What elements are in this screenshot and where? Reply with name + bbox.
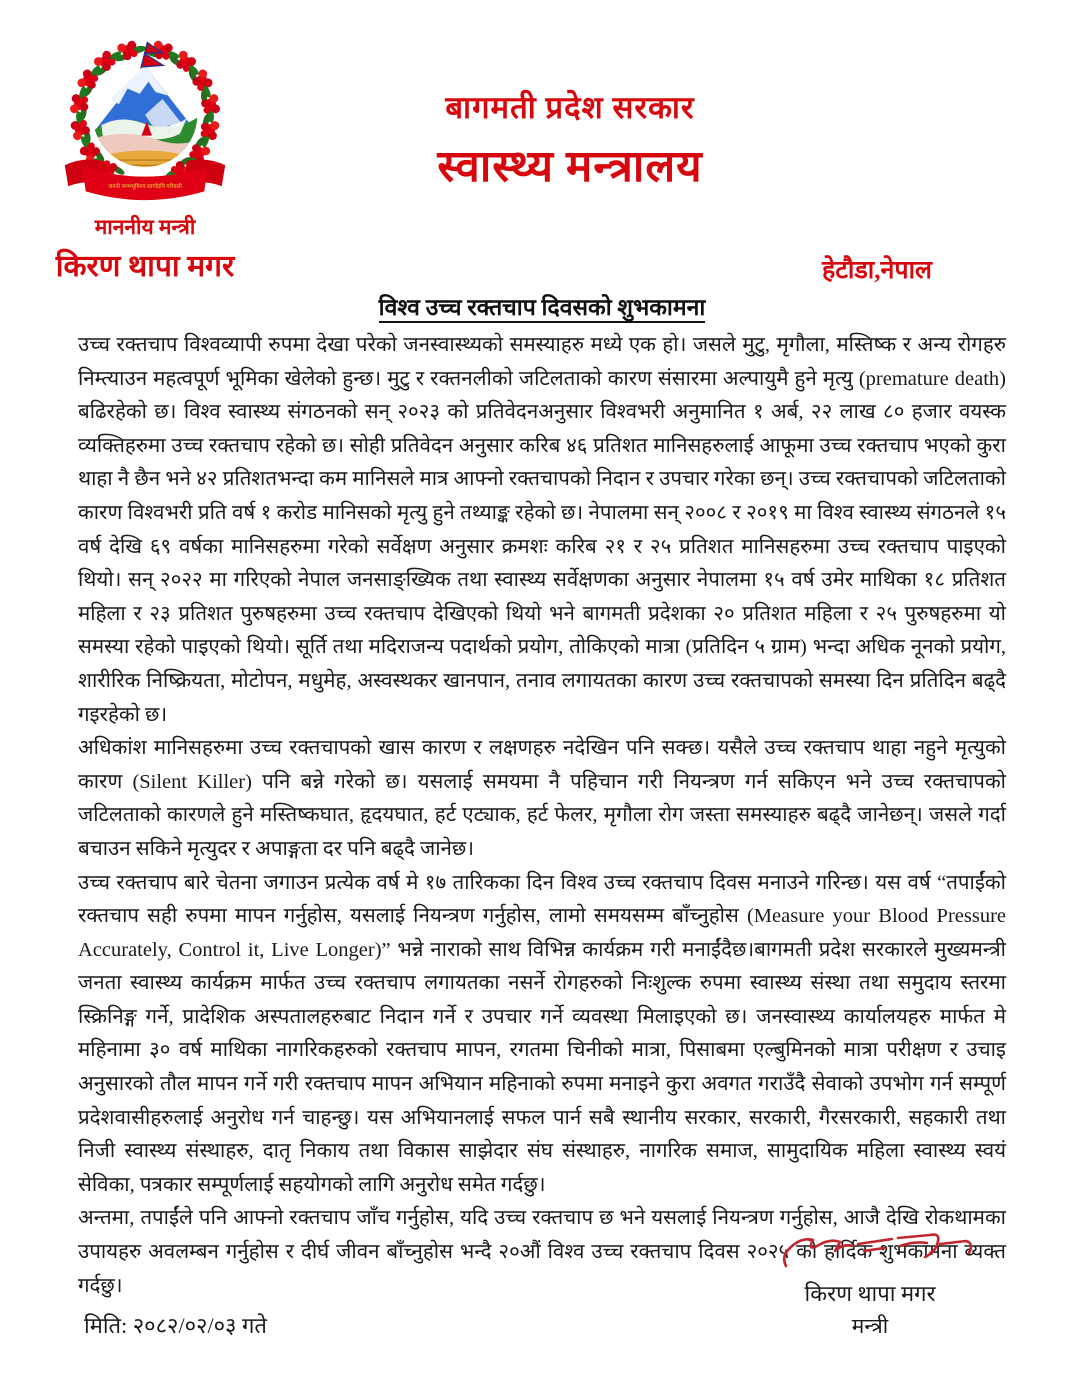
letter-title-text: विश्व उच्च रक्तचाप दिवसको शुभकामना <box>379 295 706 323</box>
date-line: मिति: २०८२/०२/०३ गते <box>84 1313 267 1338</box>
paragraph-4: अन्तमा, तपाईंले पनि आफ्नो रक्तचाप जाँच गर्नुहोस, यदि उच्च रक्तचाप छ भने यसलाई नियन्त्रण गर्नुहोस, आजै देखि रोकथामका उपायहरु अवलम्बन गर्नुहोस र दीर्घ जीवन बाँच्नुहोस भन्दै २०औं विश्व उच्च रक्तचाप दिवस २०२५ को हार्दिक शुभकामना व्यक्त गर्दछु। <box>78 1207 1006 1297</box>
letter-title <box>78 290 1006 322</box>
minister-title: माननीय मन्त्री <box>94 215 196 239</box>
signatory-name: किरण थापा मगर <box>804 1281 936 1306</box>
ministry-name: स्वास्थ्य मन्त्रालय <box>437 142 703 191</box>
location-text: हेटौडा,नेपाल <box>822 257 932 284</box>
paragraph-2: अधिकांश मानिसहरुमा उच्च रक्तचापको खास कारण र लक्षणहरु नदेखिन पनि सक्छ। यसैले उच्च रक्तचाप थाहा नहुने मृत्युको कारण (Silent Killer) पनि बन्ने गरेको छ। यसलाई समयमा नै पहिचान गरी नियन्त्रण गर्न सकिएन भने उच्च रक्तचापको जटिलताको कारणले हुने मस्तिष्कघात, हृदयघात, हर्ट एट्याक, हर्ट फेलर, मृगौला रोग जस्ता समस्याहरु बढ्दै जानेछन्। जसले गर्दा बचाउन सकिने मृत्युदर र अपाङ्गता दर पनि बढ्दै जानेछ। <box>78 737 1006 860</box>
signatory-post: मन्त्री <box>851 1314 889 1338</box>
paragraph-1: उच्च रक्तचाप विश्वव्यापी रुपमा देखा परेको जनस्वास्थ्यको समस्याहरु मध्ये एक हो। जसले मुटु, मृगौला, मस्तिष्क र अन्य रोगहरु निम्त्याउन महत्वपूर्ण भूमिका खेलेको हुन्छ। मुटु र रक्तनलीको जटिलताको कारण संसारमा अल्पायुमै हुने मृत्यु (premature death) बढिरहेको छ। विश्व स्वास्थ्य संगठनको सन् २०२३ को प्रतिवेदनअनुसार विश्वभरी अनुमानित १ अर्ब, २२ लाख ८० हजार वयस्क व्यक्तिहरुमा उच्च रक्तचाप रहेको छ। सोही प्रतिवेदन अनुसार करिब ४६ प्रतिशत मानिसहरुलाई आफूमा उच्च रक्तचाप भएको कुरा थाहा नै छैन भने ४२ प्रतिशतभन्दा कम मानिसले मात्र आफ्नो रक्तचापको निदान र उपचार गरेका छन्। उच्च रक्तचापको जटिलताको कारण विश्वभरी प्रति वर्ष १ करोड मानिसको मृत्यु हुने तथ्याङ्क रहेको छ। नेपालमा सन् २००८ र २०१९ मा विश्व स्वास्थ्य संगठनले १५ वर्ष देखि ६९ वर्षका मानिसहरुमा गरेको सर्वेक्षण अनुसार क्रमशः करिब २१ र २५ प्रतिशत मानिसहरुमा उच्च रक्तचाप पाइएको थियो। सन् २०२२ मा गरिएको नेपाल जनसाङ्ख्यिक तथा स्वास्थ्य सर्वेक्षणका अनुसार नेपालमा १५ वर्ष उमेर माथिका १८ प्रतिशत महिला र २३ प्रतिशत पुरुषहरुमा उच्च रक्तचाप देखिएको थियो भने बागमती प्रदेशका २० प्रतिशत महिला र २५ पुरुषहरुमा यो समस्या रहेको पाइएको थियो। सूर्ति तथा मदिराजन्य पदार्थको प्रयोग, तोकिएको मात्रा (प्रतिदिन ५ ग्राम) भन्दा अधिक नूनको प्रयोग, शारीरिक निष्क्रियता, मोटोपन, मधुमेह, अस्वस्थकर खानपान, तनाव लगायतका कारण उच्च रक्तचापको समस्या दिन प्रतिदिन बढ्दै गइरहेको छ। <box>78 334 1006 726</box>
minister-name: किरण थापा मगर <box>55 250 235 283</box>
emblem-motto-text: जननी जन्मभूमिश्च स्वर्गादपि गरीयसी <box>108 183 182 190</box>
letter-body <box>78 329 1006 1303</box>
government-name: बागमती प्रदेश सरकार <box>445 90 695 125</box>
signature-icon <box>778 1226 983 1276</box>
paragraph-3: उच्च रक्तचाप बारे चेतना जगाउन प्रत्येक वर्ष मे १७ तारिकका दिन विश्व उच्च रक्तचाप दिवस मनाउने गरिन्छ। यस वर्ष “तपाईंको रक्तचाप सही रुपमा मापन गर्नुहोस, यसलाई नियन्त्रण गर्नुहोस, लामो समयसम्म बाँच्नुहोस (Measure your Blood Pressure Accurately, Control it, Live Longer)” भन्ने नाराको साथ विभिन्न कार्यक्रम गरी मनाईंदैछ।बागमती प्रदेश सरकारले मुख्यमन्त्री जनता स्वास्थ्य कार्यक्रम मार्फत उच्च रक्तचाप लगायतका नसर्ने रोगहरुको निःशुल्क रुपमा स्वास्थ्य संस्था तथा समुदाय स्तरमा स्क्रिनिङ्ग गर्ने, प्रादेशिक अस्पतालहरुबाट निदान गर्ने र उपचार गर्ने व्यवस्था मिलाइएको छ। जनस्वास्थ्य कार्यालयहरु मार्फत मे महिनामा ३० वर्ष माथिका नागरिकहरुको रक्तचाप मापन, रगतमा चिनीको मात्रा, पिसाबमा एल्बुमिनको मात्रा परीक्षण र उचाइ अनुसारको तौल मापन गर्ने गरी रक्तचाप मापन अभियान महिनाको रुपमा मनाइने कुरा अवगत गराउँदै सेवाको उपभोग गर्न सम्पूर्ण प्रदेशवासीहरुलाई अनुरोध गर्न चाहन्छु। यस अभियानलाई सफल पार्न सबै स्थानीय सरकार, सरकारी, गैरसरकारी, सहकारी तथा निजी स्वास्थ्य संस्थाहरु, दातृ निकाय तथा विकास साझेदार संघ संस्थाहरु, नागरिक समाज, सामुदायिक महिला स्वास्थ्य स्वयं सेविका, पत्रकार सम्पूर्णलाई सहयोगको लागि अनुरोध समेत गर्दछु। <box>78 871 1006 1196</box>
